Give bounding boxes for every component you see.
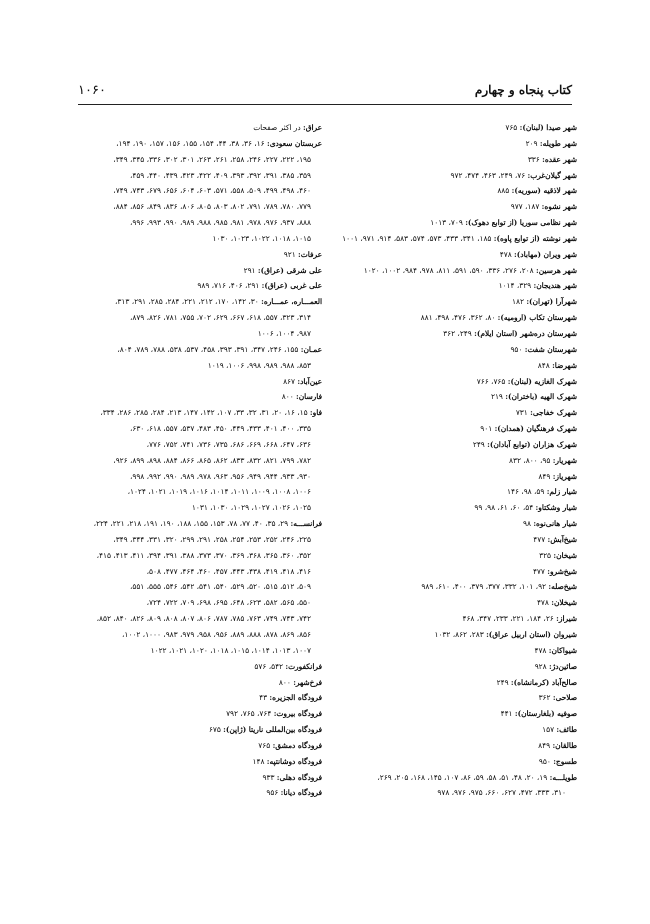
entry-page-refs: ۴۷۸ (534, 645, 547, 655)
entry-page-refs: ۱۹، ۲۰، ۴۸، ۵۱، ۵۸، ۵۹، ۸۶، ۱۰۷، ۱۴۵، ۱۶۸، ۲۰۵، ۲۶۹، (377, 772, 548, 782)
index-entry-continuation (78, 500, 322, 516)
entry-headword: فرانکفورت: (285, 661, 322, 671)
index-entry (333, 231, 577, 247)
index-entry (78, 659, 322, 675)
index-entry (333, 500, 577, 516)
index-entry-continuation (78, 579, 322, 595)
entry-page-refs: ۳۲۹، ۱۰۱۴ (498, 281, 532, 291)
entry-page-refs: ۷۶۵ (505, 123, 518, 132)
entry-headword: طویلـــه: (549, 772, 577, 782)
entry-page-refs: ۷۴۲، ۷۴۳، ۷۴۹، ۷۶۳، ۷۸۵، ۷۸۷، ۸۰۶، ۸۰۷، ۸۰۸، ۸۰۹، ۸۲۶، ۸۴۰، ۸۵۲، (96, 614, 311, 624)
entry-page-refs: ۱۰۰۶، ۱۰۰۸، ۱۰۰۹، ۱۰۱۱، ۱۰۱۴، ۱۰۱۶، ۱۰۱۹، ۱۰۲۱، ۱۰۲۴، (127, 487, 311, 497)
index-entry (333, 183, 577, 199)
entry-page-refs: ۳۶۲ (538, 693, 551, 703)
entry-page-refs: ۸۴۸ (537, 360, 550, 370)
entry-page-refs: ۹۳۳ (262, 772, 275, 782)
entry-page-refs: ۷۷۹، ۷۸۰، ۷۸۹، ۷۹۱، ۸۰۲، ۸۰۳، ۸۰۵، ۸۰۶، ۸۳۶، ۸۴۹، ۸۵۶، ۸۸۴، (113, 202, 311, 212)
entry-page-refs: ۹۸۷، ۱۰۰۴، ۱۰۰۶ (257, 328, 311, 338)
entry-page-refs: ۲۰۸، ۲۷۶، ۳۳۶، ۵۹۰، ۵۹۱، ۸۱۱، ۹۷۸، ۹۸۴، ۱۰۰۲، ۱۰۲۰ (363, 265, 534, 275)
entry-headword: شهرستان دره‌شهر (استان ایلام): (474, 328, 577, 338)
entry-headword: شیخان: (553, 550, 577, 560)
entry-headword: صوفیه (بلغارستان): (514, 709, 577, 719)
index-entry (78, 294, 322, 310)
index-entry (333, 453, 577, 469)
entry-headword: فرانســـه: (290, 519, 322, 529)
entry-page-refs: ۶۷۵ (208, 725, 221, 735)
entry-headword: صائین‌دژ: (548, 661, 577, 671)
index-entry-continuation (78, 611, 322, 627)
index-entry (333, 706, 577, 722)
index-entry-continuation (78, 548, 322, 564)
entry-page-refs: ۸۰، ۳۶۲، ۴۷۶، ۴۹۸، ۸۸۱ (420, 313, 496, 323)
index-column-right (333, 120, 577, 801)
entry-page-refs: ۴۳ (259, 693, 268, 703)
entry-page-refs: ۳۲۵ (539, 550, 552, 560)
entry-page-refs: ۸۴۹ (538, 740, 551, 750)
entry-headword: شهر نوشته (از توابع پاوه): (493, 233, 577, 243)
index-entry (333, 738, 577, 754)
index-entry-continuation (78, 326, 322, 342)
index-entry (333, 675, 577, 691)
entry-page-refs: ۱۰۲۵، ۱۰۲۶، ۱۰۲۷، ۱۰۲۹، ۱۰۳۰، ۱۰۳۱ (191, 503, 311, 513)
entry-page-refs: ۲۶، ۱۸۴، ۲۲۱، ۲۳۳، ۳۴۷، ۴۶۸ (462, 614, 554, 624)
index-entry (78, 120, 322, 136)
entry-page-refs: ۳۱۴، ۳۲۳، ۵۵۷، ۶۱۸، ۶۶۷، ۶۲۹، ۷۰۲، ۷۵۵، ۷۸۱، ۸۲۶، ۸۷۹، (129, 313, 311, 323)
entry-headword: فرودگاه بیروت: (273, 709, 322, 719)
entry-page-refs: ۲۱۹ (490, 392, 503, 402)
index-entry (333, 374, 577, 390)
entry-page-refs: ۹۸ (523, 519, 531, 529)
entry-headword: شهریار: (552, 455, 577, 465)
entry-page-refs: ۲۴۹، ۳۶۲ (443, 328, 472, 338)
index-entry (78, 516, 322, 532)
entry-headword: شیخ‌شرو: (547, 566, 577, 576)
entry-headword: فارسان: (296, 392, 322, 402)
entry-headword: شیخ‌آبش: (547, 534, 577, 544)
entry-page-refs: ۸۰۰ (281, 392, 294, 402)
entry-headword: فرودگاه الجزیره: (269, 693, 322, 703)
entry-headword: شهرضا: (552, 360, 577, 370)
entry-page-refs: ۷۸۲، ۷۹۹، ۸۲۱، ۸۳۲، ۸۳۳، ۸۶۲، ۸۶۵، ۸۶۶، ۸۸۴، ۸۹۸، ۸۹۹، ۹۲۶، (113, 455, 311, 465)
index-entry-continuation (78, 168, 322, 184)
entry-page-refs: ۸۰۰ (278, 677, 291, 687)
page-header (78, 83, 572, 103)
entry-page-refs: ۹۲۸ (534, 661, 547, 671)
entry-headword: شهرک الغازیه (لبنان): (507, 376, 577, 386)
header-rule (78, 104, 572, 105)
index-entry (333, 421, 577, 437)
entry-page-refs: در اکثر صفحات (253, 123, 301, 132)
entry-page-refs: ۱۴۸ (252, 756, 265, 766)
entry-page-refs: ۷۳۱ (515, 408, 528, 418)
index-entry (78, 263, 322, 279)
page-number: ۱۰۶۰ (78, 83, 106, 98)
entry-page-refs: ۱۸۵، ۳۴۱، ۴۳۳، ۵۷۳، ۵۷۴، ۵۸۳، ۹۱۴، ۹۷۱، ۱۰۰۱ (342, 233, 492, 243)
index-entry-continuation (78, 469, 322, 485)
entry-page-refs: ۱۵، ۱۶، ۲۰، ۳۱، ۳۲، ۳۳، ۱۰۷، ۱۴۲، ۱۴۷، ۲۱۳، ۲۸۴، ۲۸۵، ۲۸۶، ۳۳۴، (100, 408, 308, 418)
entry-page-refs: ۲۴۹ (496, 677, 509, 687)
index-entry-continuation (78, 358, 322, 374)
index-entry (78, 754, 322, 770)
entry-page-refs: ۹۳۰، ۹۳۳، ۹۴۴، ۹۴۹، ۹۵۶، ۹۶۳، ۹۷۸، ۹۸۹، ۹۹۰، ۹۹۲، ۹۹۸، (129, 471, 311, 481)
entry-page-refs: ۵۵۰، ۵۶۵، ۵۸۲، ۶۲۳، ۶۴۸، ۶۹۵، ۶۹۸، ۷۰۹، ۷۲۲، ۷۲۴، (146, 598, 311, 608)
entry-headword: شهرستان تکاب (ارومیه): (497, 313, 577, 323)
entry-headword: شهر لاذقیه (سوریه): (511, 186, 577, 196)
entry-headword: شهر هندیجان: (533, 281, 577, 291)
entry-page-refs: ۹۲۱ (283, 249, 296, 259)
index-entry-continuation (78, 564, 322, 580)
entry-page-refs: ۳۳۶ (527, 154, 540, 164)
index-entry-continuation (333, 785, 577, 801)
index-entry (333, 627, 577, 643)
index-entry (333, 342, 577, 358)
index-entry-continuation (78, 643, 322, 659)
entry-headword: فرودگاه دیانا: (280, 788, 322, 798)
entry-page-refs: ۱۰۱۵، ۱۰۱۸، ۱۰۲۲، ۱۰۲۳، ۱۰۳۰ (212, 233, 311, 243)
index-entry (333, 659, 577, 675)
entry-headword: العمـــاره، عمـــاره: (261, 297, 322, 307)
index-entry (333, 278, 577, 294)
index-entry (333, 754, 577, 770)
entry-headword: عربستان سعودی: (266, 138, 322, 148)
index-entry (78, 690, 322, 706)
index-entry (333, 484, 577, 500)
entry-page-refs: ۶۳۶، ۶۴۷، ۶۶۸، ۶۶۹، ۶۸۶، ۷۳۵، ۷۳۶، ۷۴۱، ۷۵۲، ۷۷۶، (146, 439, 311, 449)
entry-headword: صالح‌آباد (کرمانشاه): (510, 677, 577, 687)
entry-page-refs: ۵۹، ۹۸، ۱۴۶ (507, 487, 545, 497)
index-entry-continuation (78, 484, 322, 500)
index-entry-continuation (78, 231, 322, 247)
entry-page-refs: ۸۴۹ (538, 471, 551, 481)
entry-headword: شهر نشوه: (541, 202, 577, 212)
index-entry (333, 690, 577, 706)
entry-headword: علی غربی (عراق): (261, 281, 322, 291)
entry-page-refs: ۲۴۹ (472, 439, 485, 449)
entry-page-refs: ۱۰۰۷، ۱۰۱۳، ۱۰۱۴، ۱۰۱۵، ۱۰۱۸، ۱۰۲۰، ۱۰۲۱، ۱۰۲۲ (150, 645, 311, 655)
entry-headword: فرخ‌شهر: (293, 677, 322, 687)
entry-page-refs: ۹۵۰ (510, 344, 523, 354)
entry-page-refs: ۲۸۳، ۸۶۲، ۱۰۳۲ (434, 630, 484, 639)
index-entry (333, 469, 577, 485)
entry-headword: شهر هرسین: (535, 265, 577, 275)
entry-page-refs: ۱۸۷، ۹۷۷ (510, 202, 540, 212)
entry-page-refs: ۸۵۶، ۸۶۹، ۸۷۸، ۸۸۸، ۸۸۹، ۹۵۶، ۹۵۸، ۹۷۹، ۹۸۳، ۱۰۰۰، ۱۰۰۲، (122, 630, 311, 639)
entry-headword: فرودگاه دمشق: (272, 740, 322, 750)
index-entry (333, 294, 577, 310)
index-entry-continuation (78, 152, 322, 168)
index-entry (333, 389, 577, 405)
book-title: کتاب پنجاه و چهارم (474, 83, 572, 97)
entry-page-refs: ۷۶۵ (258, 740, 271, 750)
entry-headword: شهر صیدا (لبنان): (519, 123, 577, 132)
entry-page-refs: ۳۳۵، ۴۰۰، ۴۰۱، ۴۳۳، ۴۴۹، ۴۵۰، ۴۸۳، ۵۳۷، ۵۵۷، ۶۱۸، ۶۳۰، (129, 424, 311, 434)
entry-headword: عمـان: (300, 344, 322, 354)
entry-page-refs: ۴۴۱ (500, 709, 513, 719)
entry-page-refs: ۱۶، ۳۶، ۳۸، ۴۴، ۱۵۴، ۱۵۵، ۱۵۶، ۱۵۷، ۱۹۰، ۱۹۴، (116, 138, 265, 148)
entry-page-refs: ۵۴۲، ۵۷۶ (254, 661, 284, 671)
entry-page-refs: ۴۶۰، ۴۹۸، ۴۹۹، ۵۰۹، ۵۵۸، ۵۷۱، ۶۰۳، ۶۰۴، ۶۵۶، ۶۷۹، ۷۴۳، ۷۴۹، (113, 186, 311, 196)
entry-page-refs: ۹۵۶ (266, 788, 279, 798)
entry-page-refs: ۸۸۸، ۹۳۷، ۹۷۶، ۹۷۸، ۹۸۱، ۹۸۵، ۹۸۸، ۹۸۹، ۹۹۰، ۹۹۳، ۹۹۶، (129, 218, 311, 228)
entry-page-refs: ۱۹۵، ۲۲۲، ۲۲۷، ۲۴۶، ۲۵۸، ۲۶۱، ۲۶۳، ۳۰۱، ۳۰۲، ۳۳۶، ۳۴۵، ۳۴۹، (113, 154, 311, 164)
entry-page-refs: ۸۸۵ (497, 186, 510, 196)
index-entry (333, 405, 577, 421)
index-entry (333, 595, 577, 611)
index-entry (333, 532, 577, 548)
entry-page-refs: ۹۰۱ (480, 424, 493, 434)
index-entry (78, 278, 322, 294)
entry-headword: شیواکان: (548, 645, 577, 655)
entry-headword: شهر عقده: (542, 154, 577, 164)
entry-page-refs: ۷۶۵، ۷۶۶ (476, 376, 506, 386)
index-entry-continuation (78, 199, 322, 215)
entry-headword: شهر ویران (مهاباد): (514, 249, 577, 259)
entry-headword: شیخ‌صله: (548, 582, 577, 592)
index-entry (333, 310, 577, 326)
entry-headword: فرودگاه دوشانتپه: (266, 756, 322, 766)
index-entry (78, 374, 322, 390)
entry-page-refs: ۸۶۷ (283, 376, 295, 386)
index-entry (78, 706, 322, 722)
entry-headword: عین‌آباد: (297, 376, 322, 386)
entry-headword: صلاحی: (552, 693, 577, 703)
entry-headword: شیروان (استان اربیل عراق): (486, 630, 577, 639)
index-entry (333, 199, 577, 215)
entry-headword: طائف: (556, 725, 577, 735)
index-entry (333, 516, 577, 532)
index-entry-continuation (78, 532, 322, 548)
index-entry (333, 770, 577, 786)
entry-headword: عراق: (302, 123, 322, 132)
entry-headword: شهرک الهیه (باختران): (505, 392, 577, 402)
entry-page-refs: ۳۵۹، ۳۸۵، ۳۹۱، ۳۹۲، ۳۹۳، ۴۰۹، ۴۲۲، ۴۲۳، ۴۳۹، ۴۴۰، ۴۵۹، (129, 170, 311, 180)
index-entry (333, 215, 577, 231)
entry-headword: علی شرقی (عراق): (257, 265, 322, 275)
index-entry (333, 168, 577, 184)
index-entry (333, 579, 577, 595)
entry-page-refs: ۲۹۱ (243, 265, 256, 275)
index-entry (333, 326, 577, 342)
entry-headword: شهرک فرهنگیان (همدان): (494, 424, 577, 434)
entry-page-refs: ۴۷۷ (532, 566, 545, 576)
entry-page-refs: ۳۰، ۱۴۲، ۱۷۰، ۲۱۲، ۲۲۱، ۲۸۴، ۲۸۵، ۲۹۱، ۳۱۳، (115, 297, 259, 307)
index-entry (333, 437, 577, 453)
index-entry (78, 675, 322, 691)
index-entry-continuation (78, 595, 322, 611)
entry-headword: شیار زلم: (546, 487, 577, 497)
entry-page-refs: ۹۵، ۸۰۰، ۸۳۲ (509, 455, 551, 465)
entry-page-refs: ۳۵۲، ۳۶۰، ۳۶۵، ۳۶۸، ۳۶۹، ۳۷۰، ۳۷۳، ۳۸۸، ۳۹۱، ۳۹۴، ۴۱۱، ۴۱۳، ۴۱۵، (96, 550, 311, 560)
index-entry (333, 263, 577, 279)
entry-headword: شهرآرا (تهران): (526, 297, 577, 307)
entry-headword: شهریاز: (552, 471, 577, 481)
entry-page-refs: ۴۱۶، ۴۱۸، ۴۱۹، ۴۳۸، ۴۴۳، ۴۵۷، ۴۶۰، ۴۶۴، ۴۷۷، ۵۰۸، (146, 566, 311, 576)
entry-page-refs: ۸۵۳، ۹۸۸، ۹۸۹، ۹۹۸، ۱۰۰۶، ۱۰۱۹ (207, 360, 311, 370)
index-entry (333, 564, 577, 580)
entry-headword: طسوج: (553, 756, 577, 766)
index-entry (78, 405, 322, 421)
entry-headword: شهرستان شفت: (524, 344, 577, 354)
entry-headword: فرودگاه بین‌المللی ناریتا (ژاپن): (223, 725, 322, 735)
entry-page-refs: ۴۷۸ (536, 598, 549, 608)
entry-page-refs: ۷۶۴، ۷۶۵، ۷۹۲ (226, 709, 272, 719)
entry-headword: شهرک خفاجی: (530, 408, 577, 418)
entry-page-refs: ۲۹، ۳۵، ۴۰، ۷۷، ۷۸، ۱۵۳، ۱۵۵، ۱۸۸، ۱۹۰، ۱۹۱، ۲۱۸، ۲۲۱، ۲۲۴، (93, 519, 289, 529)
entry-headword: فاو: (309, 408, 322, 418)
entry-page-refs: ۷۰۹، ۱۰۱۳ (430, 218, 463, 228)
index-entry (333, 643, 577, 659)
entry-page-refs: ۹۵۰ (538, 756, 551, 766)
entry-page-refs: ۲۰۹ (525, 138, 538, 148)
entry-page-refs: ۵۴، ۶۰، ۶۱، ۹۸، ۹۹ (474, 503, 534, 513)
index-entry-continuation (78, 627, 322, 643)
entry-headword: فرودگاه دهلی: (276, 772, 322, 782)
index-entry (333, 358, 577, 374)
entry-headword: شهر گیلان‌غرب: (527, 170, 577, 180)
entry-page-refs: ۹۲، ۱۰۱، ۳۳۲، ۳۷۷، ۳۷۹، ۴۰۰، ۶۱۰، ۹۸۹ (421, 582, 547, 592)
index-entry (78, 785, 322, 801)
index-entry (333, 247, 577, 263)
entry-headword: عرفات: (298, 249, 322, 259)
entry-page-refs: ۱۵۷ (542, 725, 555, 735)
index-entry (333, 136, 577, 152)
index-entry-continuation (78, 215, 322, 231)
index-entry-continuation (78, 453, 322, 469)
entry-page-refs: ۳۱۰، ۳۳۳، ۴۷۲، ۶۲۷، ۶۶۰، ۹۷۵، ۹۷۶، ۹۷۸ (437, 788, 566, 798)
entry-page-refs: ۲۲۵، ۲۴۶، ۲۵۲، ۲۵۳، ۲۵۴، ۲۵۸، ۲۹۱، ۲۹۹، ۳۲۰، ۳۳۱، ۳۴۴، ۳۴۹، (113, 534, 311, 544)
entry-headword: شهرک هزاران (توابع آبادان): (487, 439, 577, 449)
entry-page-refs: ۱۸۲ (512, 297, 524, 307)
index-entry (333, 722, 577, 738)
entry-headword: شهر نظامی سوریا (از توابع دهوک): (465, 218, 577, 228)
index-entry (78, 342, 322, 358)
index-entry (333, 152, 577, 168)
index-column-left (78, 120, 322, 801)
entry-page-refs: ۵۰۹، ۵۱۲، ۵۱۵، ۵۲۰، ۵۲۹، ۵۴۰، ۵۴۱، ۵۴۲، ۵۴۶، ۵۵۵، ۵۵۱، (129, 582, 311, 592)
index-entry (78, 722, 322, 738)
index-entry (333, 611, 577, 627)
entry-headword: شیار هانی‌نوه: (533, 519, 577, 529)
entry-page-refs: ۱۵۵، ۲۴۶، ۳۴۷، ۳۹۱، ۳۹۳، ۴۵۸، ۵۳۷، ۵۳۸، ۷۸۸، ۷۸۹، ۸۰۴، (117, 344, 299, 354)
entry-page-refs: ۴۷۷ (533, 534, 546, 544)
index-entry (333, 120, 577, 136)
index-entry-continuation (78, 421, 322, 437)
index-entry-continuation (78, 437, 322, 453)
index-entry (333, 548, 577, 564)
index-entry (78, 247, 322, 263)
entry-headword: شیار وشکتاو: (535, 503, 577, 513)
entry-page-refs: ۷۶، ۲۴۹، ۴۶۳، ۴۷۴، ۹۷۲ (450, 170, 526, 180)
entry-headword: شیخلان: (551, 598, 577, 608)
entry-headword: شهر طویله: (539, 138, 577, 148)
entry-headword: طالقان: (552, 740, 577, 750)
index-entry-continuation (78, 310, 322, 326)
entry-headword: شیراز: (556, 614, 577, 624)
index-entry-continuation (78, 183, 322, 199)
entry-page-refs: ۴۷۸ (499, 249, 512, 259)
index-entry (78, 136, 322, 152)
entry-page-refs: ۲۹۱، ۴۰۶، ۷۱۶، ۹۸۹ (197, 281, 260, 291)
index-entry (78, 738, 322, 754)
index-entry (78, 389, 322, 405)
index-entry (78, 770, 322, 786)
